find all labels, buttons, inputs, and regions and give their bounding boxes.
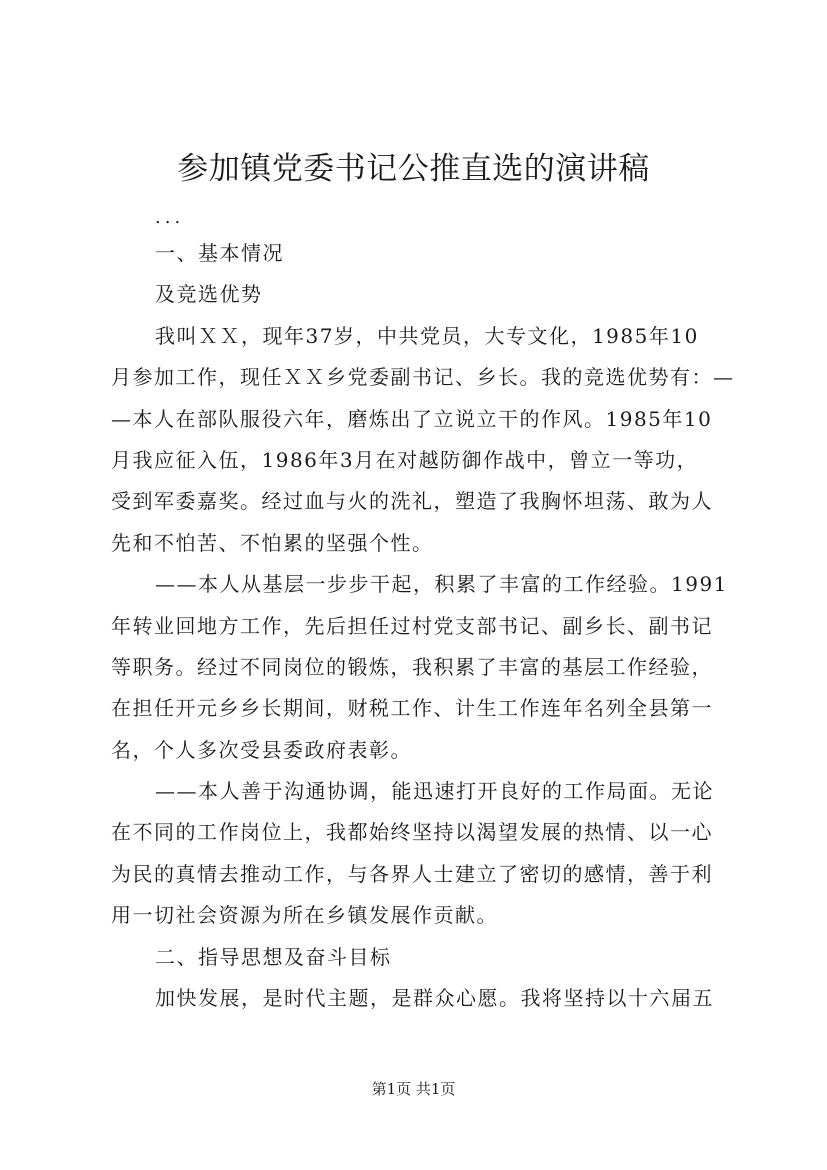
text-line: 月我应征入伍，1986年3月在对越防御作战中，曾立一等功， (111, 447, 699, 472)
page-footer: 第1页 共1页 (371, 1080, 456, 1098)
text-line: 加快发展，是时代主题，是群众心愿。我将坚持以十六届五 (155, 986, 714, 1011)
text-line: 我叫ＸＸ，现年37岁，中共党员，大专文化，1985年10 (155, 323, 699, 348)
text-line: 年转业回地方工作，先后担任过村党支部书记、副乡长、副书记 (111, 613, 713, 638)
document-title: 参加镇党委书记公推直选的演讲稿 (177, 151, 650, 187)
text-line: 及竞选优势 (155, 282, 263, 307)
text-line: 在担任开元乡乡长期间，财税工作、计生工作连年名列全县第一 (111, 696, 713, 721)
text-line: —本人在部队服役六年，磨炼出了立说立干的作风。1985年10 (111, 406, 713, 431)
text-line: 名，个人多次受县委政府表彰。 (111, 737, 412, 762)
paragraph-lines (111, 233, 741, 1019)
text-line: ——本人善于沟通协调，能迅速打开良好的工作局面。无论 (155, 779, 714, 804)
text-line: 先和不怕苦、不怕累的坚强个性。 (111, 530, 434, 555)
text-line: 受到军委嘉奖。经过血与火的洗礼，塑造了我胸怀坦荡、敢为人 (111, 489, 713, 514)
text-line: 为民的真情去推动工作，与各界人士建立了密切的感情，善于利 (111, 861, 713, 886)
text-line: 用一切社会资源为所在乡镇发展作贡献。 (111, 903, 498, 928)
text-line: 月参加工作，现任ＸＸ乡党委副书记、乡长。我的竞选优势有：— (111, 365, 735, 390)
text-line: 在不同的工作岗位上，我都始终坚持以渴望发展的热情、以一心 (111, 820, 713, 845)
text-line: ——本人从基层一步步干起，积累了丰富的工作经验。1991 (155, 572, 728, 597)
document-body (111, 203, 741, 1019)
text-line: 一、基本情况 (155, 241, 284, 265)
text-line: 二、指导思想及奋斗目标 (155, 944, 392, 969)
text-line: 等职务。经过不同岗位的锻炼，我积累了丰富的基层工作经验， (111, 654, 713, 679)
ellipsis-marker: ... (155, 207, 185, 228)
